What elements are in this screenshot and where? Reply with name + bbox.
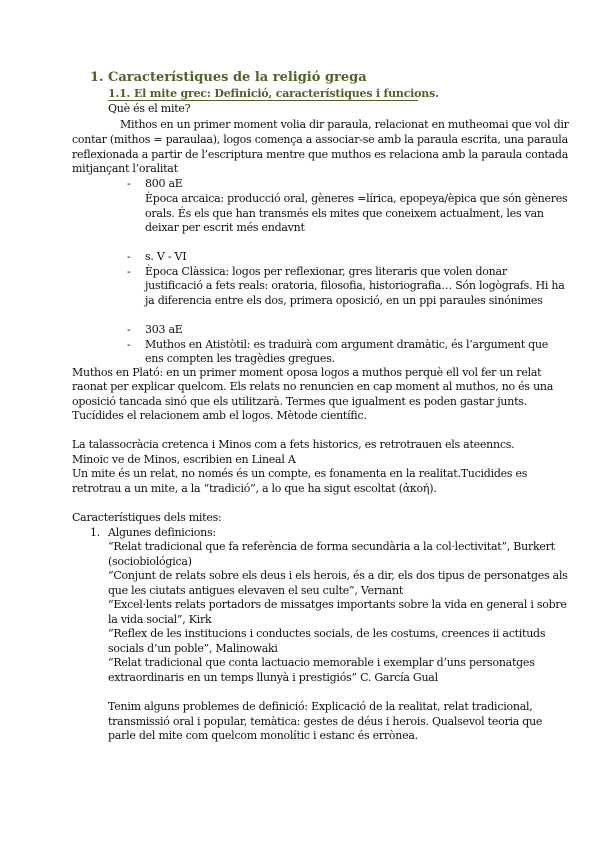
timeline-bullet: - — [127, 338, 131, 351]
timeline-bullet: - — [127, 250, 131, 263]
plato-line: oposició tancada sinó que els utilitzarà. Termes que igualment es poden gastar junts. — [72, 395, 527, 408]
intro-question: Què és el mite? — [108, 102, 191, 115]
thalasso-line: Minoic ve de Minos, escribien en Lineal A — [72, 453, 296, 466]
definition-line: “Conjunt de relats sobre els deus i els herois, és a dir, els dos tipus de personatges als — [108, 569, 568, 582]
heading-1: Característiques de la religió grega — [108, 70, 367, 85]
timeline-text: deixar per escrit més endavnt — [145, 221, 305, 234]
definition-line: “Relat tradicional que fa referència de forma secundària a la col·lectivitat”, Burkert — [108, 540, 555, 553]
timeline-text: ens compten les tragèdies gregues. — [145, 352, 335, 365]
intro-line: contar (mithos = paraulaa), logos comença a associar-se amb la paraula escrita, una paraula — [72, 133, 568, 146]
timeline-date: 800 aE — [145, 177, 183, 190]
timeline-date: 303 aE — [145, 323, 183, 336]
timeline-text: ja diferencia entre els dos, primera oposició, en un ppi paraules sinónimes — [145, 294, 543, 307]
intro-line: reflexionada a partir de l’escriptura mentre que muthos es relaciona amb la paraula contada — [72, 148, 569, 161]
problems-line: transmissió oral i popular, temàtica: gestes de déus i herois. Qualsevol teoria que — [108, 715, 543, 728]
problems-line: Tenim alguns problemes de definició: Explicació de la realitat, relat tradicional, — [108, 700, 533, 713]
intro-line: Mithos en un primer moment volia dir paraula, relacionat en mutheomai que vol dir — [120, 118, 569, 131]
timeline-bullet: - — [127, 265, 131, 278]
plato-line: Muthos en Plató: en un primer moment oposa logos a muthos perquè ell vol fer un relat — [72, 366, 542, 379]
definition-line: que les ciutats antigues elevaven el seu culte”, Vernant — [108, 584, 403, 597]
definition-line: “Reflex de les institucions i conductes socials, de les costums, creences ii actituds — [108, 627, 546, 640]
timeline-text: orals. És els que han transmés els mites que coneixem actualment, les van — [145, 207, 544, 220]
plato-line: raonat per explicar quelcom. Els relats no renuncien en cap moment al muthos, no és una — [72, 380, 554, 393]
definition-line: “Excel·lents relats portadors de missatges importants sobre la vida en general i sobre — [108, 598, 567, 611]
definition-line: (sociobiológica) — [108, 555, 192, 568]
list-number: 1. — [90, 526, 100, 539]
characteristics-title: Característiques dels mites: — [72, 511, 222, 524]
timeline-date: s. V - VI — [145, 250, 187, 263]
heading-2-number: 1.1. — [108, 87, 131, 100]
heading-2: El mite grec: Definició, característiques i funcions. — [134, 87, 439, 100]
problems-line: parle del mite com quelcom monolític i estanc és errònea. — [108, 729, 418, 742]
definition-line: socials d’un poble”, Malinowaki — [108, 642, 278, 655]
thalasso-line: retrotrau a un mite, a la “tradició”, a lo que ha sigut escoltat (ἀκοή). — [72, 482, 437, 495]
timeline-text: Època arcaica: producció oral, gèneres =lírica, epopeya/èpica que són gèneres — [145, 192, 568, 205]
definition-line: “Relat tradicional que conta lactuacio memorable i exemplar d’uns personatges — [108, 656, 535, 669]
plato-line: Tucídides el relacionem amb el logos. Mètode científic. — [72, 409, 367, 422]
timeline-text: Època Clàssica: logos per reflexionar, gres literaris que volen donar — [145, 265, 507, 278]
timeline-text: justificació a fets reals: oratoria, filosofia, historiografia… Són logògrafs. Hi ha — [145, 279, 565, 292]
definition-line: la vida social”, Kirk — [108, 613, 212, 626]
thalasso-line: La talassocràcia cretenca i Minos com a fets historics, es retrotrauen els ateenncs. — [72, 438, 515, 451]
timeline-bullet: - — [127, 323, 131, 336]
definition-line: extraordinaris en un temps llunyà i prestigiós” C. García Gual — [108, 671, 438, 684]
timeline-text: Muthos en Atistòtil: es traduirà com argument dramàtic, és l’argument que — [145, 338, 549, 351]
timeline-bullet: - — [127, 177, 131, 190]
list-label: Algunes definicions: — [108, 526, 216, 539]
heading-2-underline — [108, 100, 418, 101]
intro-line: mitjançant l’oralitat — [72, 162, 178, 175]
heading-1-number: 1. — [90, 70, 104, 85]
thalasso-line: Un mite és un relat, no només és un compte, es fonamenta en la realitat.Tucidides es — [72, 467, 528, 480]
